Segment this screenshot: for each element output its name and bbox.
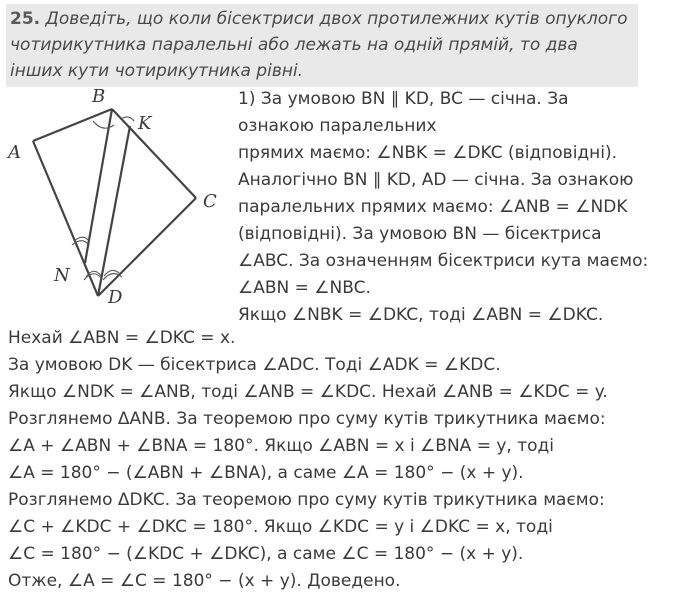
angle-arc-b — [93, 121, 114, 128]
solution-line: ознакою паралельних — [238, 116, 437, 136]
solution-line: ∠ABN = ∠NBC. — [238, 278, 371, 298]
quadrilateral-figure — [0, 78, 235, 313]
label-a: A — [8, 142, 21, 163]
solution-bottom-section — [8, 325, 688, 595]
solution-line: ∠C = 180° − (∠KDC + ∠DKC), а саме ∠C = 180° − (x + y). — [8, 544, 524, 564]
solution-line: ∠C + ∠KDC + ∠DKC = 180°. Якщо ∠KDC = y і ∠DKC = x, тоді — [8, 517, 553, 537]
solution-line: Отже, ∠A = ∠C = 180° − (x + y). Доведено. — [8, 571, 401, 591]
label-d: D — [108, 287, 123, 308]
label-c: C — [203, 191, 217, 212]
solution-line: ∠ABC. За означенням бісектриси кута маємо: — [238, 251, 649, 271]
statement-line-2: чотирикутника паралельні або лежать на одній прямій, то два — [10, 35, 578, 55]
solution-line: Розглянемо ΔDKC. За теоремою про суму кутів трикутника маємо: — [8, 490, 605, 510]
solution-line: паралельних прямих маємо: ∠ANB = ∠NDK — [238, 197, 628, 217]
solution-line: 1) За умовою BN ∥ KD, BC — січна. За — [238, 89, 569, 109]
solution-line: ∠A + ∠ABN + ∠BNA = 180°. Якщо ∠ABN = x і ∠BNA = y, тоді — [8, 436, 555, 456]
solution-right-column — [238, 86, 688, 329]
quadrilateral-diagram — [0, 78, 235, 313]
solution-line: Аналогічно BN ∥ KD, AD — січна. За ознакою — [238, 170, 634, 190]
solution-line: Нехай ∠ABN = ∠DKC = x. — [8, 328, 236, 348]
solution-line: Розглянемо ΔANB. За теоремою про суму кутів трикутника маємо: — [8, 409, 606, 429]
solution-line: Якщо ∠NBK = ∠DKC, тоді ∠ABN = ∠DKC. — [238, 305, 604, 325]
side-ab — [33, 109, 112, 141]
label-n: N — [54, 265, 70, 286]
label-k: K — [138, 113, 152, 134]
solution-line: ∠A = 180° − (∠ABN + ∠BNA), а саме ∠A = 180° − (x + y). — [8, 463, 524, 483]
statement-line-1: Доведіть, що коли бісектриси двох протилежних кутів опуклого — [45, 9, 628, 29]
solution-line: Якщо ∠NDK = ∠ANB, тоді ∠ANB = ∠KDC. Нехай ∠ANB = ∠KDC = y. — [8, 382, 608, 402]
statement-line-3: інших кути чотирикутника рівні. — [10, 61, 304, 81]
solution-line: (відповідні). За умовою BN — бісектриса — [238, 224, 602, 244]
label-b: B — [92, 86, 106, 107]
problem-statement — [6, 4, 638, 87]
solution-line: прямих маємо: ∠NBK = ∠DKC (відповідні). — [238, 143, 618, 163]
problem-number: 25. — [10, 9, 41, 29]
solution-line: За умовою DK — бісектриса ∠ADC. Тоді ∠ADK = ∠KDC. — [8, 355, 501, 375]
